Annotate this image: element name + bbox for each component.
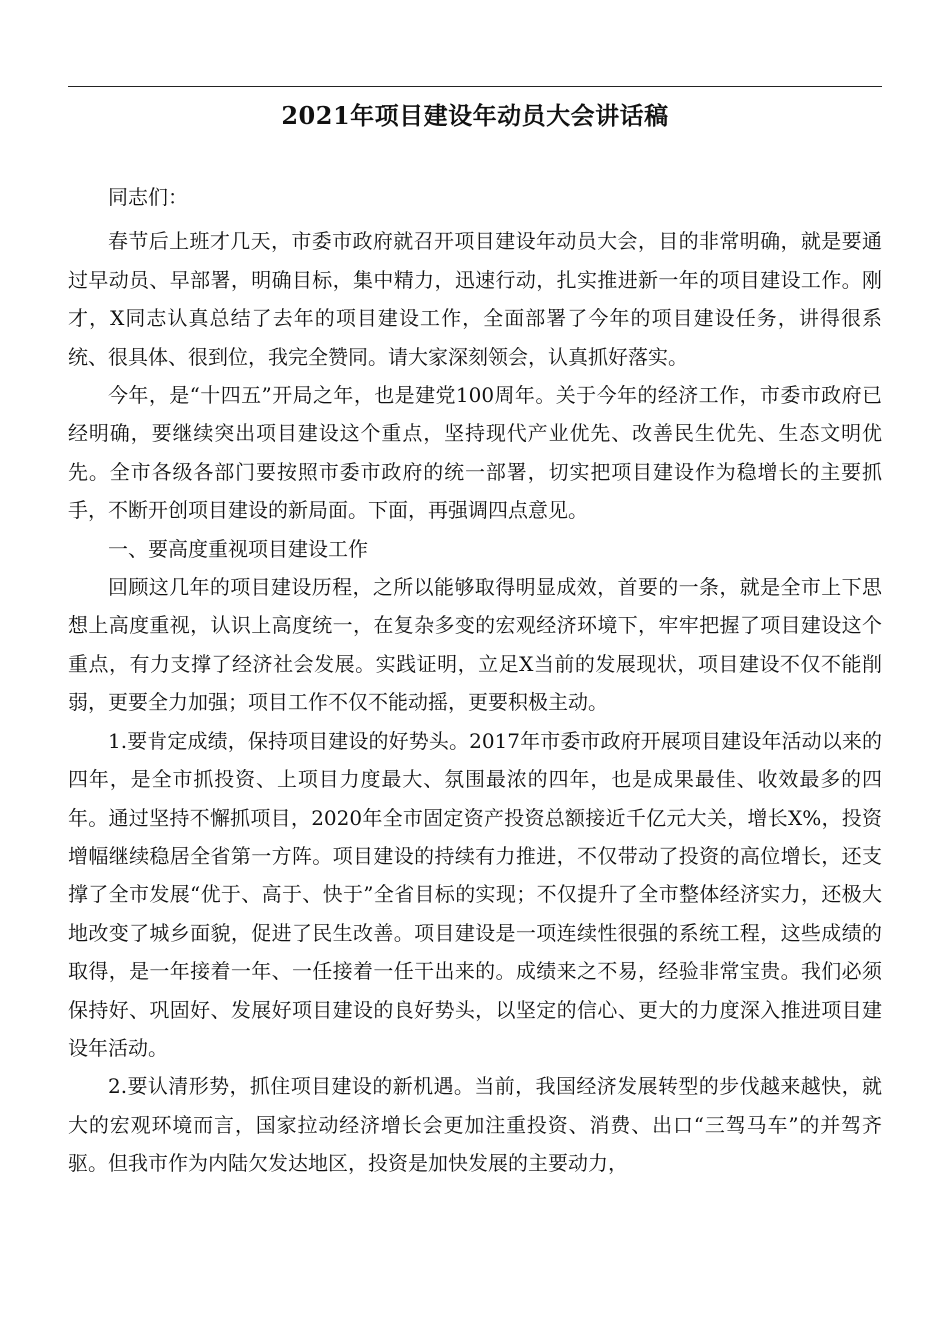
header-rule — [68, 86, 882, 87]
section-heading-1: 一、要高度重视项目建设工作 — [108, 536, 368, 561]
paragraph-context: 今年，是“十四五”开局之年，也是建党100周年。关于今年的经济工作，市委市政府已经明确，要继续突出项目建设这个重点，坚持现代产业优先、改善民生优先、生态文明优先。全市各级各部门要按照市委市政府的统一部署，切实把项目建设作为稳增长的主要抓手，不断开创项目建设的新局面。下面，再强调四点意见。 — [68, 383, 882, 523]
paragraph-intro: 春节后上班才几天，市委市政府就召开项目建设年动员大会，目的非常明确，就是要通过早动员、早部署，明确目标，集中精力，迅速行动，扎实推进新一年的项目建设工作。刚才，X同志认真总结了去年的项目建设工作，全面部署了今年的项目建设任务，讲得很系统、很具体、很到位，我完全赞同。请大家深刻领会，认真抓好落实。 — [68, 229, 882, 369]
greeting: 同志们： — [108, 185, 188, 209]
paragraph-review: 回顾这几年的项目建设历程，之所以能够取得明显成效，首要的一条，就是全市上下思想上高度重视，认识上高度统一，在复杂多变的宏观经济环境下，牢牢把握了项目建设这个重点，有力支撑了经济社会发展。实践证明，立足X当前的发展现状，项目建设不仅不能削弱，更要全力加强；项目工作不仅不能动摇，更要积极主动。 — [68, 575, 882, 715]
document-body — [68, 178, 882, 1183]
paragraph-point-1: 1.要肯定成绩，保持项目建设的好势头。2017年市委市政府开展项目建设年活动以来的四年，是全市抓投资、上项目力度最大、氛围最浓的四年，也是成果最佳、收效最多的四年。通过坚持不懈抓项目，2020年全市固定资产投资总额接近千亿元大关，增长X%，投资增幅继续稳居全省第一方阵。项目建设的持续有力推进，不仅带动了投资的高位增长，还支撑了全市发展“优于、高于、快于”全省目标的实现；不仅提升了全市整体经济实力，还极大地改变了城乡面貌，促进了民生改善。项目建设是一项连续性很强的系统工程，这些成绩的取得，是一年接着一年、一任接着一任干出来的。成绩来之不易，经验非常宝贵。我们必须保持好、巩固好、发展好项目建设的良好势头，以坚定的信心、更大的力度深入推进项目建设年活动。 — [68, 728, 882, 1060]
document-title: 2021年项目建设年动员大会讲话稿 — [281, 101, 669, 130]
paragraph-point-2: 2.要认清形势，抓住项目建设的新机遇。当前，我国经济发展转型的步伐越来越快，就大的宏观环境而言，国家拉动经济增长会更加注重投资、消费、出口“三驾马车”的并驾齐驱。但我市作为内陆欠发达地区，投资是加快发展的主要动力， — [68, 1074, 882, 1176]
